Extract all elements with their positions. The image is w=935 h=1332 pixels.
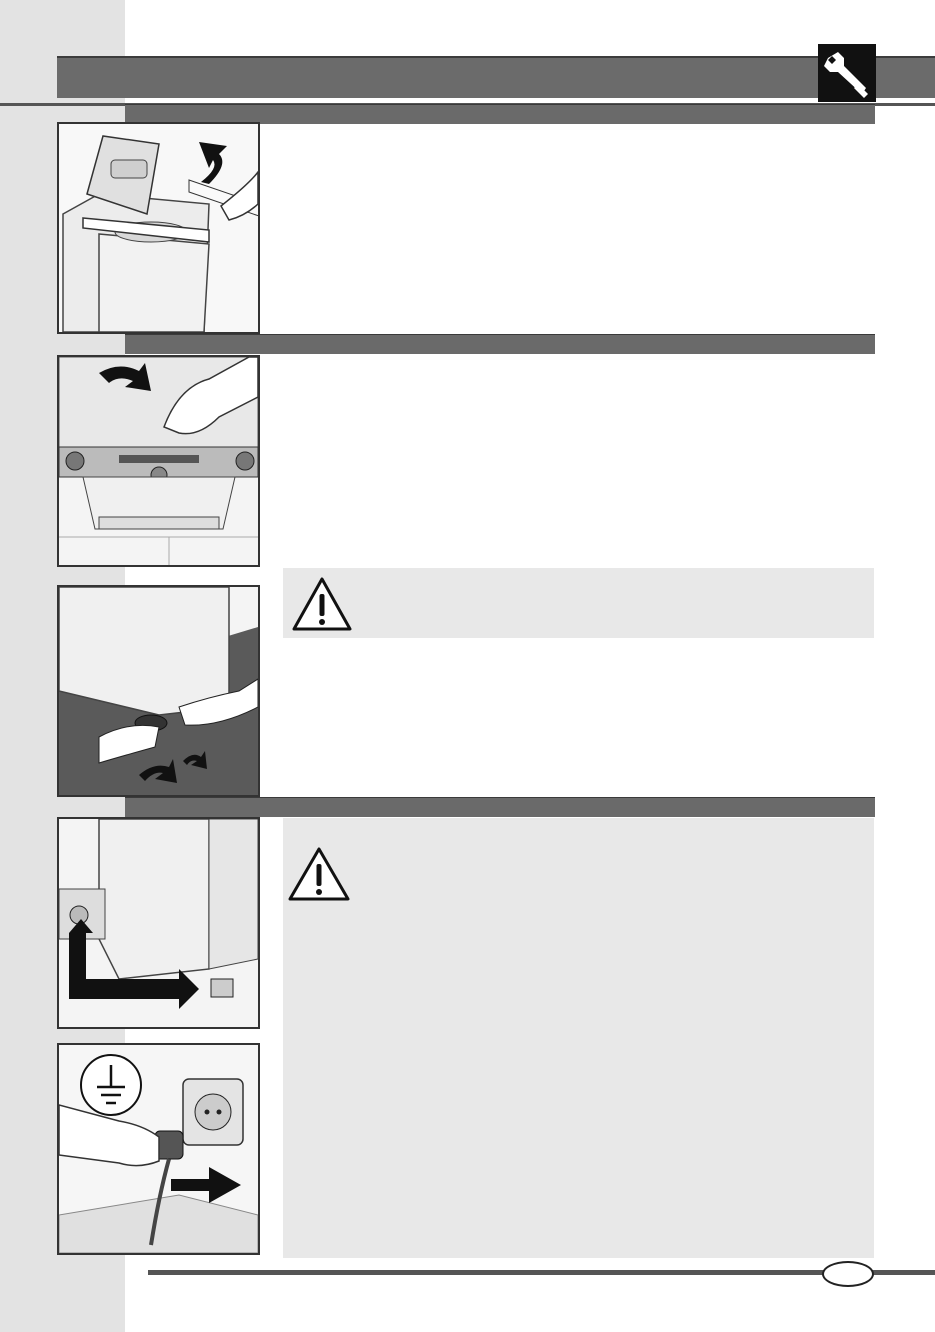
warning-triangle-icon xyxy=(287,846,351,902)
section-bar-2 xyxy=(125,334,875,354)
socket-location-arrows-icon xyxy=(57,817,260,1029)
rear-panel-remove-bolts-icon xyxy=(57,355,260,567)
open-lid-remove-bracket-icon xyxy=(57,122,260,334)
page-title-bar xyxy=(57,56,935,98)
section-bar-1 xyxy=(125,104,875,124)
warning-box-feet xyxy=(283,568,874,638)
warning-box-electrical xyxy=(283,818,874,1258)
page-number-badge xyxy=(822,1261,874,1287)
warning-triangle-icon xyxy=(291,576,353,632)
adjust-feet-wrench-icon xyxy=(57,585,260,797)
footer-rule xyxy=(148,1270,935,1275)
wrench-icon xyxy=(818,44,876,102)
section-bar-4 xyxy=(125,797,875,817)
plug-into-socket-icon xyxy=(57,1043,260,1255)
